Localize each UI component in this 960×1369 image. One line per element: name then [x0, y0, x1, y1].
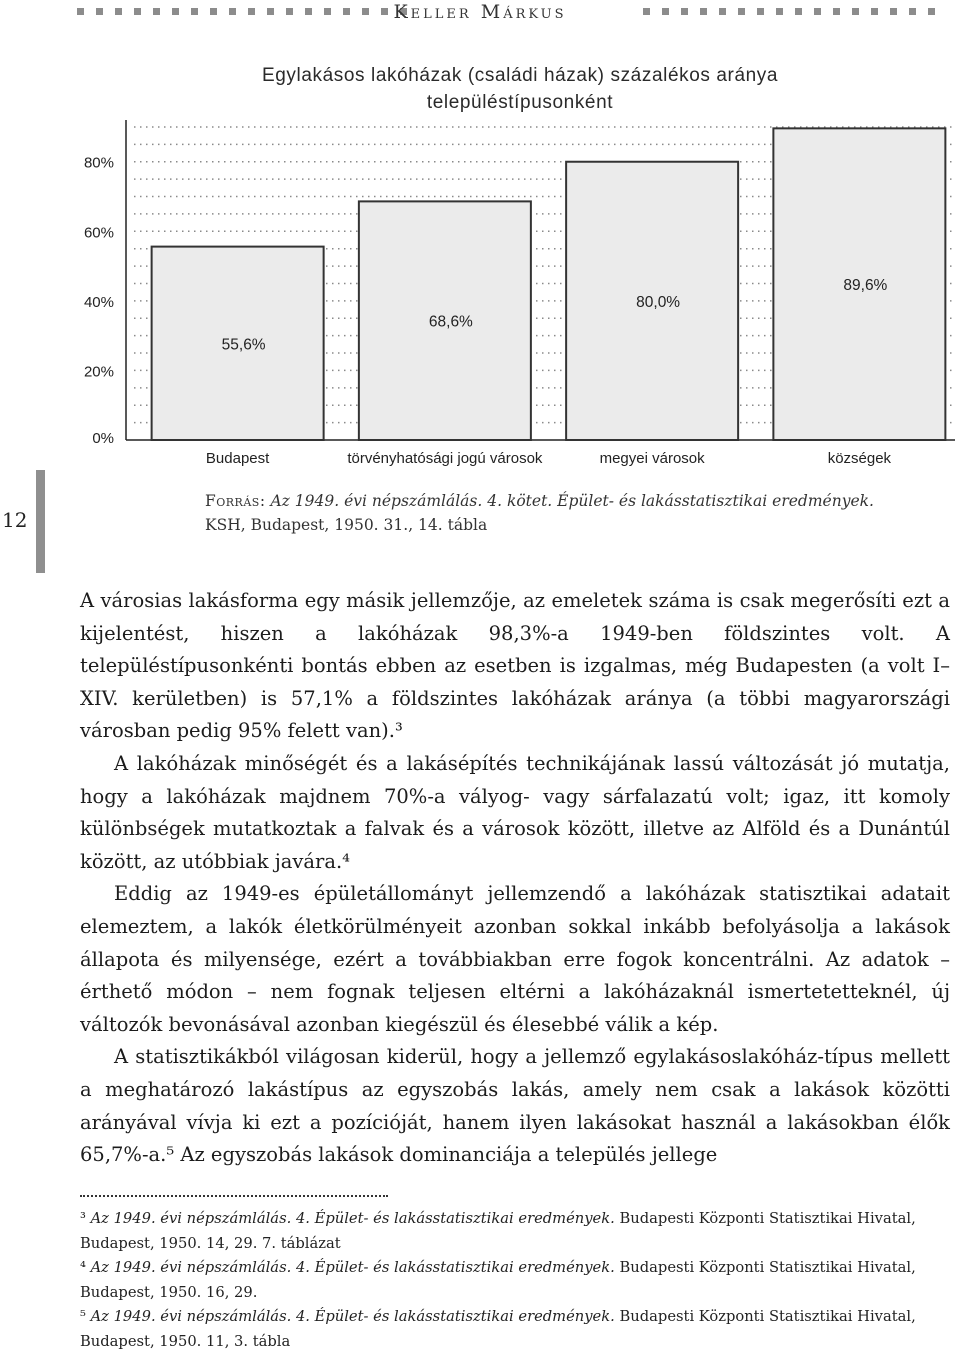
footnote-title: Az 1949. évi népszámlálás. 4. Épület- és lakásstatisztikai eredmények.	[90, 1308, 615, 1325]
page-number: 12	[2, 508, 28, 532]
y-tick-label: 40%	[83, 293, 114, 311]
source-line-2: KSH, Budapest, 1950. 31., 14. tábla	[205, 516, 488, 534]
chart-source	[205, 489, 874, 537]
x-category-label: Budapest	[205, 450, 270, 467]
x-category-label: községek	[827, 450, 892, 467]
source-label: Forrás:	[205, 492, 266, 510]
page-marker-bar	[36, 470, 45, 573]
footnote-4	[80, 1256, 952, 1305]
footnote-mark: ³	[80, 1210, 86, 1227]
paragraph-1: A városias lakásforma egy másik jellemzője, az emeletek száma is csak megerősíti ezt a kijelentést, hiszen a lakóházak 98,3%-a 1949-ben földszintes volt. A településtípusonkénti bontás ebben az esetben is izgalmas, még Budapesten (a volt I–XIV. kerületben) is 57,1% a földszintes lakóházak aránya (a többi magyarországi városban pedig 95% felett van).³	[80, 589, 950, 743]
bar-value-label: 55,6%	[221, 336, 266, 354]
paragraph-3: Eddig az 1949-es épületállományt jellemzendő a lakóházak statisztikai adatait elemeztem, a lakók életkörülményeit azonban sokkal inkább befolyásolja a lakások állapota és milyensége, ezért a továbbiakban erre fogok koncentrálni. Az adatok – érthető módon – nem fognak teljesen eltérni a lakóházaknál ismertetetteknél, új változók bevonásával azonban kiegészül és élesebbé válik a kép.	[80, 882, 950, 1036]
chart-title	[0, 62, 960, 116]
footnotes	[80, 1207, 952, 1354]
chart-title-line-2: településtípusonként	[426, 92, 614, 113]
y-tick-label: 0%	[92, 430, 114, 447]
footnote-5	[80, 1305, 952, 1354]
bar-value-label: 80,0%	[636, 293, 681, 311]
header-decoration-right	[643, 8, 935, 15]
paragraph-2: A lakóházak minőségét és a lakásépítés technikájának lassú változását jó mutatja, hogy a lakóházak majdnem 70%-a vályog- vagy sárfalazatú volt; igaz, itt komoly különbségek mutatkoztak a falvak és a városok között, illetve az Alföld és a Dunántúl között, az utóbbiak javára.⁴	[80, 751, 950, 873]
chart-title-line-1: Egylakásos lakóházak (családi házak) százalékos aránya	[261, 65, 779, 86]
y-tick-label: 60%	[83, 224, 114, 242]
x-category-label: megyei városok	[599, 450, 705, 467]
footnote-separator	[80, 1195, 388, 1197]
running-header	[0, 0, 960, 26]
body-text	[80, 585, 950, 1172]
footnote-rest: Budapesti Központi Statisztikai Hivatal, Budapest, 1950. 16, 29.	[80, 1259, 916, 1301]
x-category-label: törvényhatósági jogú városok	[347, 450, 543, 467]
footnote-title: Az 1949. évi népszámlálás. 4. Épület- és lakásstatisztikai eredmények.	[90, 1210, 615, 1227]
footnote-3	[80, 1207, 952, 1256]
footnote-mark: ⁴	[80, 1259, 86, 1276]
bar-value-label: 68,6%	[428, 313, 473, 331]
paragraph-4: A statisztikákból világosan kiderül, hogy a jellemző egylakásoslakóház-típus mellett a meghatározó lakástípus az egyszobás lakás, amely nem csak a lakások közötti arányával vívja ki ezt a pozícióját, hanem ilyen lakásokat használ a lakásokban élők 65,7%-a.⁵ Az egyszobás lakások dominanciája a település jellege	[80, 1045, 950, 1167]
y-tick-label: 20%	[83, 363, 114, 381]
source-title: Az 1949. évi népszámlálás. 4. kötet. Épület- és lakásstatisztikai eredmények.	[270, 492, 874, 510]
footnote-rest: Budapesti Központi Statisztikai Hivatal, Budapest, 1950. 11, 3. tábla	[80, 1308, 916, 1350]
bar-value-label: 89,6%	[843, 277, 888, 295]
header-author: Keller Márkus	[393, 1, 567, 23]
footnote-rest: Budapesti Központi Statisztikai Hivatal, Budapest, 1950. 14, 29. 7. táblázat	[80, 1210, 916, 1252]
bar-chart	[0, 110, 960, 470]
footnote-title: Az 1949. évi népszámlálás. 4. Épület- és lakásstatisztikai eredmények.	[90, 1259, 615, 1276]
y-tick-label: 80%	[83, 154, 114, 172]
footnote-mark: ⁵	[80, 1308, 86, 1325]
